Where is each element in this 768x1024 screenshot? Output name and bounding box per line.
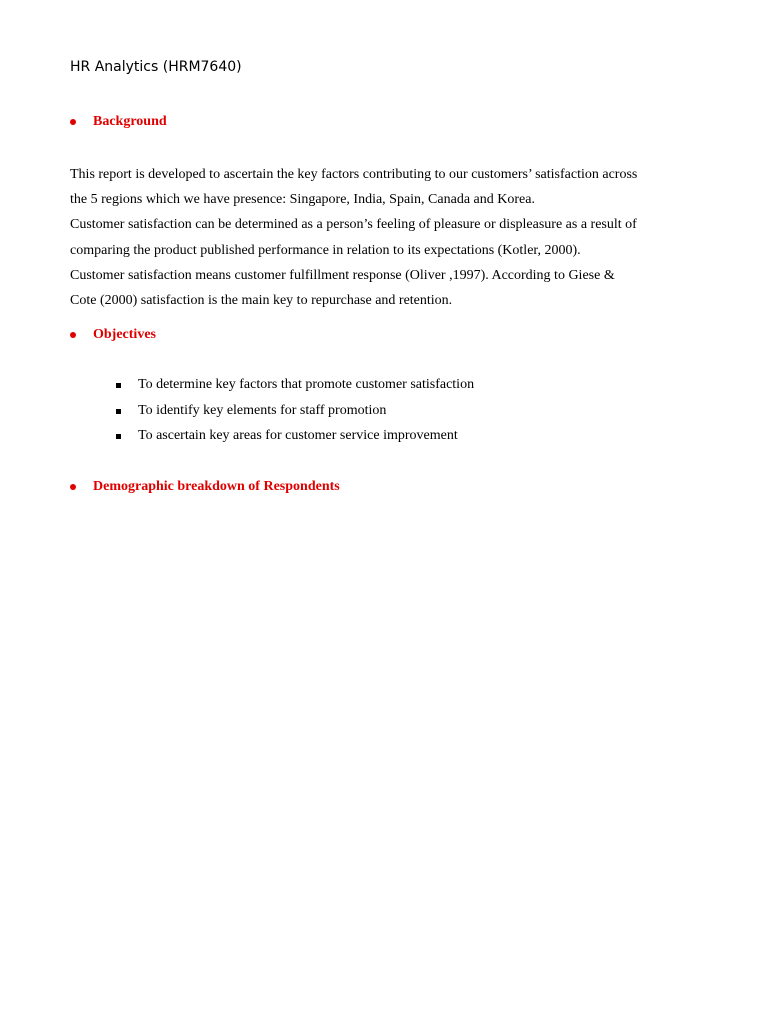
document-title: HR Analytics (HRM7640) xyxy=(70,59,242,75)
paragraph-line: Customer satisfaction can be determined as a person’s feeling of pleasure or displeasure as a result of xyxy=(70,217,637,233)
bullet-dot-icon xyxy=(70,484,76,490)
bullet-dot-icon xyxy=(70,332,76,338)
objective-text: To ascertain key areas for customer service improvement xyxy=(138,428,458,443)
objective-item xyxy=(116,375,474,395)
section-heading-objectives xyxy=(70,325,156,345)
section-heading-demographic xyxy=(70,477,340,497)
square-bullet-icon xyxy=(116,383,121,388)
paragraph-line: Cote (2000) satisfaction is the main key to repurchase and retention. xyxy=(70,293,453,309)
paragraph-line: comparing the product published performance in relation to its expectations (Kotler, 2000). xyxy=(70,242,581,258)
square-bullet-icon xyxy=(116,409,121,414)
section-heading-label: Demographic breakdown of Respondents xyxy=(93,479,340,494)
objective-item xyxy=(116,401,386,421)
square-bullet-icon xyxy=(116,434,121,439)
objective-item xyxy=(116,426,458,446)
paragraph-line: This report is developed to ascertain the key factors contributing to our customers’ satisfaction across xyxy=(70,167,638,182)
section-heading-background xyxy=(70,112,167,132)
section-heading-label: Background xyxy=(93,114,167,129)
paragraph-line: Customer satisfaction means customer fulfillment response (Oliver ,1997). According to Giese & xyxy=(70,267,615,283)
section-heading-label: Objectives xyxy=(93,327,156,342)
paragraph-line: the 5 regions which we have presence: Singapore, India, Spain, Canada and Korea. xyxy=(70,192,535,208)
objective-text: To identify key elements for staff promotion xyxy=(138,403,387,418)
background-paragraph xyxy=(70,162,710,313)
bullet-dot-icon xyxy=(70,119,76,125)
objective-text: To determine key factors that promote customer satisfaction xyxy=(138,377,475,392)
